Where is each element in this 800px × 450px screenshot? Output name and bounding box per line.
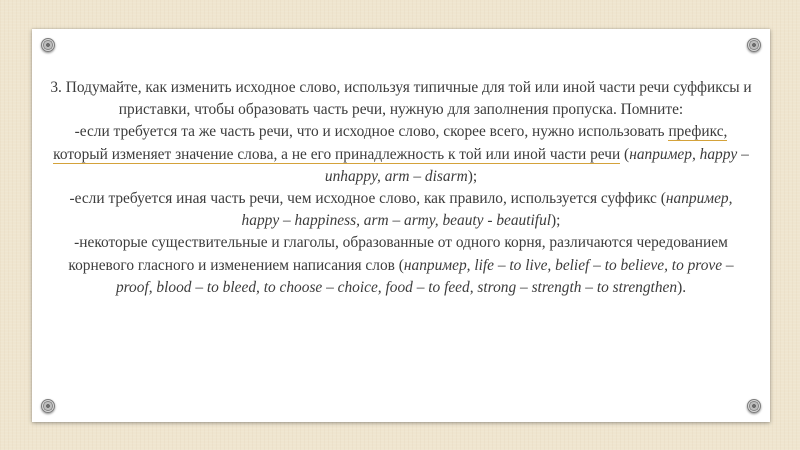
rule-same-part-of-speech: [50, 121, 752, 188]
intro-text: 3. Подумайте, как изменить исходное слово, используя типичные для той или иной части речи суффиксы и приставки, чтобы образовать часть речи, нужную для заполнения пропуска. Помните:: [50, 79, 752, 119]
pushpin-icon: [747, 399, 761, 413]
rule2-example: например, happy – happiness, arm – army, beauty - beautiful: [241, 190, 733, 230]
pushpin-icon: [41, 399, 55, 413]
slide-text-block: [50, 77, 752, 299]
rule1-highlighted-text: префикс, который изменяет значение слова, а не его принадлежность к той или иной части речи: [53, 123, 728, 163]
pushpin-icon: [41, 38, 55, 52]
slide-card: [32, 29, 770, 422]
rule3-text: -некоторые существительные и глаголы, образованные от одного корня, различаются чередованием корневого гласного и изменением написания слов (: [68, 234, 728, 274]
rule3-paren-close: ).: [677, 278, 687, 296]
rule3-example: например, life – to live, belief – to believe, to prove – proof, blood – to bleed, to choose – choice, food – to feed, strong – strength – to strengthen: [115, 256, 734, 296]
rule1-text: -если требуется та же часть речи, что и исходное слово, скорее всего, нужно использовать: [74, 123, 669, 141]
rule2-text: -если требуется иная часть речи, чем исходное слово, как правило, используется суффикс (: [69, 190, 666, 208]
rule1-paren-close: );: [467, 167, 478, 185]
rule1-example: например, happy – unhappy, arm – disarm: [324, 145, 749, 185]
pushpin-icon: [747, 38, 761, 52]
intro-paragraph: [50, 77, 752, 121]
rule-different-part-of-speech: [50, 188, 752, 232]
rule2-paren-close: );: [551, 212, 561, 230]
rule-root-vowel-alternation: [50, 232, 752, 299]
rule1-paren-open: (: [620, 145, 630, 163]
